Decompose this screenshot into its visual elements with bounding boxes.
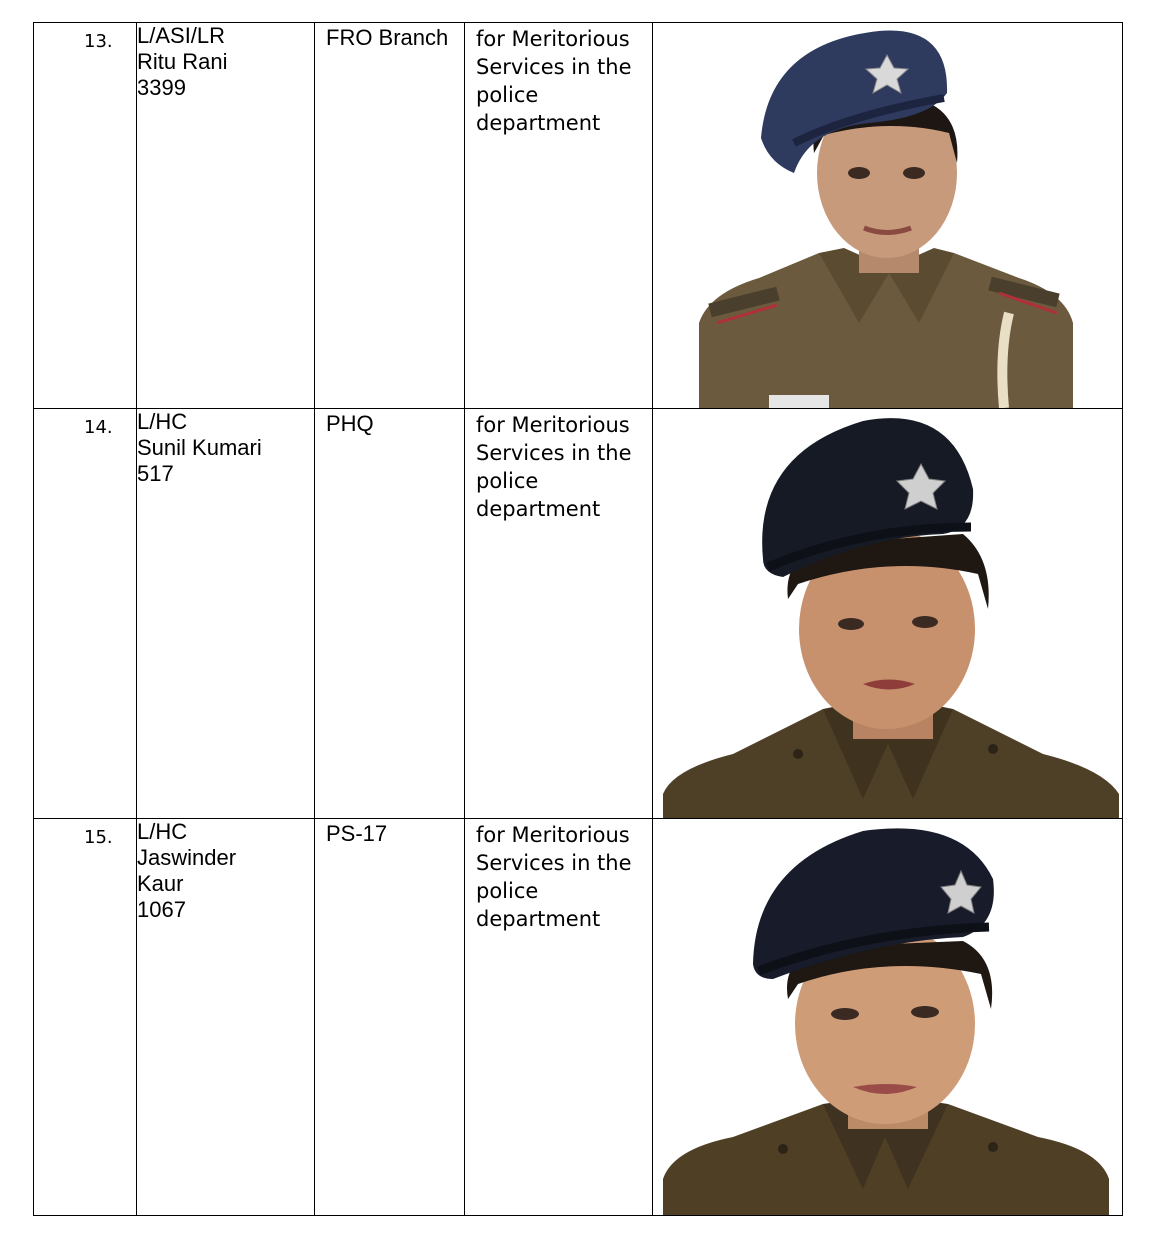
eye-left bbox=[848, 167, 870, 179]
officer-photo bbox=[663, 409, 1119, 818]
eye-right bbox=[911, 1006, 939, 1018]
serial-number: 15. bbox=[84, 827, 113, 848]
award-reason: for Meritorious Services in the police department bbox=[476, 413, 632, 521]
reason-cell bbox=[465, 409, 653, 819]
name-cell bbox=[137, 819, 315, 1216]
photo-cell bbox=[653, 23, 1123, 409]
table-row bbox=[34, 23, 1123, 409]
badge-number: 3399 bbox=[137, 75, 186, 100]
awards-table bbox=[33, 22, 1123, 1216]
photo-cell bbox=[653, 819, 1123, 1216]
badge-number: 1067 bbox=[137, 897, 186, 922]
eye-right bbox=[912, 616, 938, 628]
award-reason: for Meritorious Services in the police department bbox=[476, 27, 632, 135]
serial-cell bbox=[34, 23, 137, 409]
badge-number: 517 bbox=[137, 461, 174, 486]
serial-cell bbox=[34, 819, 137, 1216]
reason-cell bbox=[465, 819, 653, 1216]
officer-name-line2: Kaur bbox=[137, 871, 184, 896]
table-row bbox=[34, 409, 1123, 819]
unit-cell bbox=[315, 409, 465, 819]
button-right bbox=[988, 1142, 998, 1152]
name-cell bbox=[137, 23, 315, 409]
award-reason: for Meritorious Services in the police department bbox=[476, 823, 632, 931]
reason-cell bbox=[465, 23, 653, 409]
photo-cell bbox=[653, 409, 1123, 819]
rank: L/HC bbox=[137, 409, 188, 434]
unit-cell bbox=[315, 23, 465, 409]
unit-cell bbox=[315, 819, 465, 1216]
eye-left bbox=[831, 1008, 859, 1020]
table-row bbox=[34, 819, 1123, 1216]
serial-number: 13. bbox=[84, 31, 113, 52]
button-left bbox=[778, 1144, 788, 1154]
unit: PHQ bbox=[326, 411, 374, 436]
rank: L/HC bbox=[137, 819, 188, 844]
rank: L/ASI/LR bbox=[137, 23, 226, 48]
serial-number: 14. bbox=[84, 417, 113, 438]
eye-right bbox=[903, 167, 925, 179]
officer-photo bbox=[699, 23, 1073, 408]
unit: FRO Branch bbox=[326, 25, 449, 50]
name-cell bbox=[137, 409, 315, 819]
unit: PS-17 bbox=[326, 821, 388, 846]
officer-name: Ritu Rani bbox=[137, 49, 228, 74]
officer-name: Sunil Kumari bbox=[137, 435, 262, 460]
name-tag bbox=[769, 395, 829, 408]
button-right bbox=[988, 744, 998, 754]
serial-cell bbox=[34, 409, 137, 819]
officer-name: Jaswinder bbox=[137, 845, 237, 870]
button-left bbox=[793, 749, 803, 759]
officer-photo bbox=[663, 819, 1109, 1215]
eye-left bbox=[838, 618, 864, 630]
